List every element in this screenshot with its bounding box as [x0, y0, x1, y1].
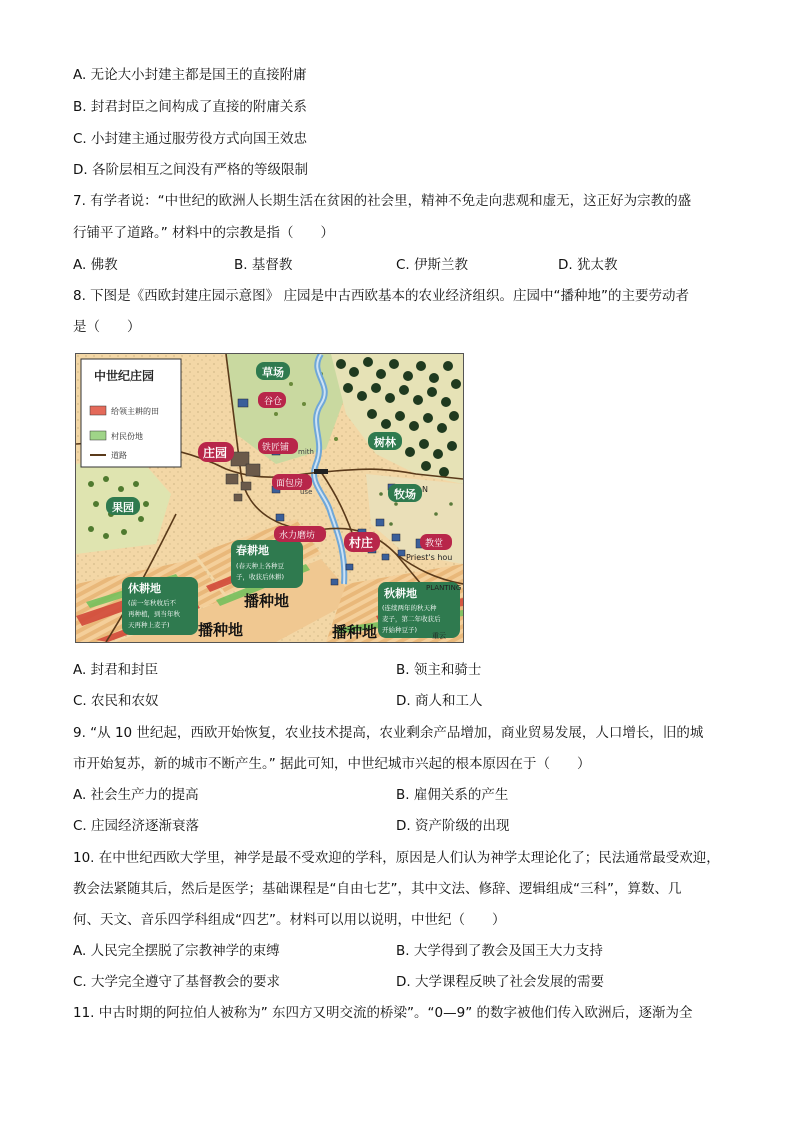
q8-stem-line2: 是（ ）	[73, 319, 141, 335]
spring-note-1: (春天种上各种豆	[236, 562, 285, 570]
q10-option-d: D. 大学课程反映了社会发展的需要	[396, 974, 604, 990]
autumn-note-2: 麦子，第二年收获后	[382, 615, 441, 623]
label-bakery-en: use	[300, 488, 313, 496]
q10-stem-line1: 10. 在中世纪西欧大学里，神学是最不受欢迎的学科，原因是人们认为神学太理论化了；民法通常最受欢迎，	[73, 850, 720, 866]
sown-field-label-1: 播种地	[244, 592, 290, 610]
q10-stem-line2: 教会法紧随其后，然后是医学；基础课程是“自由七艺”，其中文法、修辞、逻辑组成“三科”，算数、几	[73, 881, 682, 897]
q9-option-c: C. 庄园经济逐渐衰落	[73, 818, 200, 834]
autumn-note-1: (连续两年的秋天种	[382, 604, 437, 612]
q9-option-b: B. 雇佣关系的产生	[396, 787, 509, 803]
q6-option-a: A. 无论大小封建主都是国王的直接附庸	[73, 67, 307, 83]
label-cloud-en: 重云	[432, 632, 446, 640]
label-fallow-field: 休耕地	[128, 582, 161, 595]
map-legend	[81, 359, 181, 467]
q10-stem-line3: 何、天文、音乐四学科组成“四艺”。材料可以用以说明，中世纪（ ）	[73, 912, 506, 928]
label-church-en: Priest's hou	[406, 553, 453, 562]
q11-stem-line1: 11. 中古时期的阿拉伯人被称为” 东四方又明交流的桥梁”。“0—9” 的数字被他们传入欧洲后，逐渐为全	[73, 1005, 693, 1021]
q7-stem-line2: 行铺平了道路。” 材料中的宗教是指（ ）	[73, 225, 335, 241]
label-smithy: 铁匠铺	[262, 443, 290, 453]
legend-lord-fields: 给领主耕的田	[111, 407, 159, 416]
q6-option-b: B. 封君封臣之间构成了直接的附庸关系	[73, 99, 307, 115]
label-forest: 树林	[374, 436, 396, 449]
q9-stem-line2: 市开始复苏，新的城市不断产生。” 据此可知，中世纪城市兴起的根本原因在于（ ）	[73, 756, 591, 772]
q8-stem-line1: 8. 下图是《西欧封建庄园示意图》 庄园是中古西欧基本的农业经济组织。庄园中“播种地”的主要劳动者	[73, 288, 689, 304]
label-planting-en: PLANTING	[426, 584, 462, 592]
legend-title: 中世纪庄园	[94, 369, 155, 383]
label-pasture: 草场	[262, 366, 284, 379]
q7-option-b: B. 基督教	[234, 257, 293, 273]
q7-option-a: A. 佛教	[73, 257, 118, 273]
q10-option-c: C. 大学完全遵守了基督教会的要求	[73, 974, 281, 990]
fallow-note-3: 天再种上麦子)	[128, 621, 170, 629]
legend-road: 道路	[111, 451, 127, 460]
q7-option-d: D. 犹太教	[558, 257, 618, 273]
label-church: 教堂	[425, 539, 444, 549]
legend-village-fields: 村民份地	[111, 432, 143, 441]
manor-map	[75, 353, 464, 643]
q8-option-d: D. 商人和工人	[396, 693, 483, 709]
label-orchard: 果园	[112, 501, 134, 514]
autumn-note-3: 开始种豆子)	[382, 626, 418, 634]
label-watermill: 水力磨坊	[279, 531, 316, 541]
label-smithy-en: mith	[298, 448, 314, 456]
q9-option-a: A. 社会生产力的提高	[73, 787, 199, 803]
label-ranch: 牧场	[394, 488, 416, 501]
q9-option-d: D. 资产阶级的出现	[396, 818, 510, 834]
q10-option-a: A. 人民完全摆脱了宗教神学的束缚	[73, 943, 280, 959]
fallow-note-1: (前一年秋收后不	[128, 599, 177, 607]
q8-option-c: C. 农民和农奴	[73, 693, 159, 709]
q9-stem-line1: 9. “从 10 世纪起，西欧开始恢复，农业技术提高，农业剩余产品增加，商业贸易发展，人口增长，旧的城	[73, 725, 704, 741]
label-village: 村庄	[349, 536, 374, 550]
q7-stem-line1: 7. 有学者说：“中世纪的欧洲人长期生活在贫困的社会里，精神不免走向悲观和虚无，这正好为宗教的盛	[73, 193, 692, 209]
sown-field-label-2: 播种地	[198, 621, 244, 639]
label-ranch-en: N	[422, 485, 428, 494]
label-manor: 庄园	[203, 446, 228, 460]
fallow-note-2: 再种植，到当年秋	[128, 610, 180, 618]
spring-note-2: 子，收获后休耕)	[236, 573, 285, 581]
label-autumn-field: 秋耕地	[384, 587, 417, 600]
q6-option-d: D. 各阶层相互之间没有严格的等级限制	[73, 162, 308, 178]
label-bakery: 面包房	[276, 479, 304, 489]
label-spring-field: 春耕地	[236, 544, 269, 557]
q7-option-c: C. 伊斯兰教	[396, 257, 469, 273]
q10-option-b: B. 大学得到了教会及国王大力支持	[396, 943, 603, 959]
label-granary: 谷仓	[264, 397, 283, 407]
q8-option-b: B. 领主和骑士	[396, 662, 482, 678]
q6-option-c: C. 小封建主通过服劳役方式向国王效忠	[73, 131, 308, 147]
sown-field-label-3: 播种地	[332, 623, 378, 641]
q8-option-a: A. 封君和封臣	[73, 662, 159, 678]
